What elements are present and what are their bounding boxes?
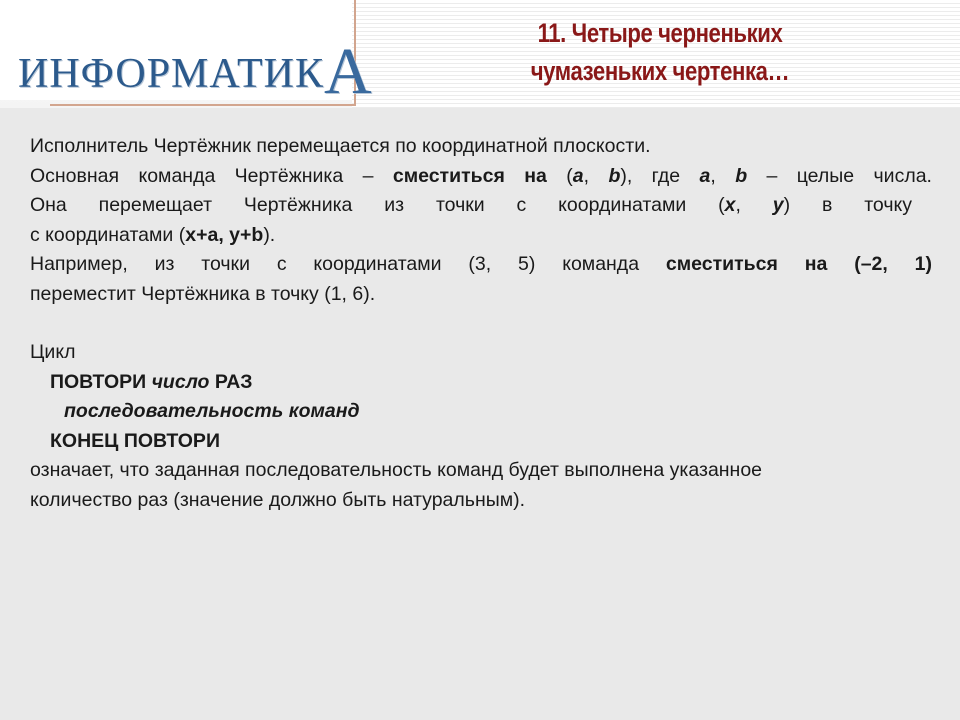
slide-title-line2: чумазеньких чертенка…	[530, 56, 790, 86]
logo-text-last: А	[324, 35, 373, 108]
body-line-3: Она перемещает Чертёжника из точки с координатами (x, y) в точку	[30, 194, 912, 216]
logo-frame-horizontal	[50, 104, 356, 106]
body-line-1: Исполнитель Чертёжник перемещается по координатной плоскости.	[30, 135, 651, 157]
header-bar	[0, 0, 960, 108]
logo	[18, 28, 373, 108]
cycle-body: последовательность команд	[64, 400, 360, 422]
body-line-12: количество раз (значение должно быть натуральным).	[30, 488, 526, 511]
paragraph-gap	[30, 309, 932, 338]
body-line-11: означает, что заданная последовательность команд будет выполнена указанное	[30, 459, 763, 481]
slide-body	[30, 132, 932, 515]
body-line-4: с координатами (x+a, y+b).	[30, 223, 276, 246]
slide-title	[480, 14, 841, 90]
cycle-end: КОНЕЦ ПОВТОРИ	[50, 429, 220, 452]
logo-text-main: ИНФОРМАТИК	[18, 51, 325, 97]
body-line-5: Например, из точки с координатами (3, 5) команда сместиться на (–2, 1)	[30, 253, 932, 275]
slide-title-line1: 11. Четыре черненьких	[537, 18, 783, 48]
body-line-2: Основная команда Чертёжника – сместиться на (a, b), где a, b – целые числа.	[30, 164, 932, 187]
cycle-label: Цикл	[30, 341, 76, 363]
body-line-6: переместит Чертёжника в точку (1, 6).	[30, 282, 376, 305]
cycle-header: ПОВТОРИ число РАЗ	[50, 370, 253, 393]
